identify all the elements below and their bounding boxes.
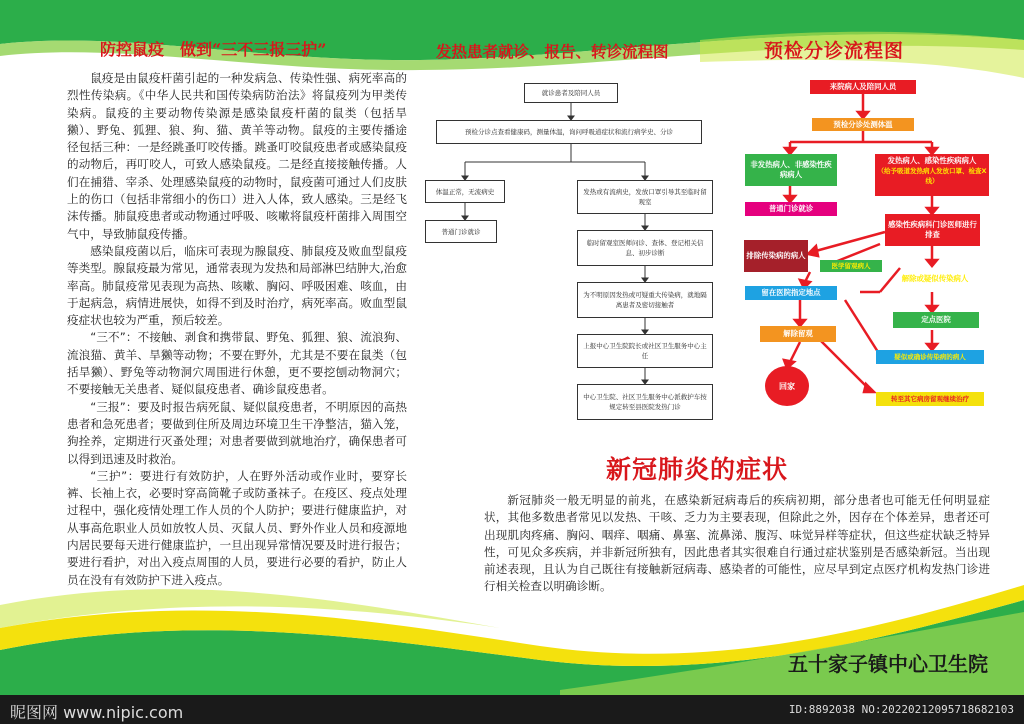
fever-flow-step-report: 上报中心卫生院院长或社区卫生服务中心主任 <box>577 334 713 368</box>
triage-step-suspected: 解除或疑似传染病人 <box>901 274 969 283</box>
triage-step-general-clinic: 普通门诊就诊 <box>745 202 837 216</box>
fever-flow-step-normal-temp: 体温正常，无流病史 <box>425 180 505 203</box>
plague-paragraph-three-no: “三不”：不接触、剥食和携带鼠、野兔、狐狸、狼、流浪狗、流浪猫、黄羊、旱獭等动物；不要在野外，尤其是不要在鼠类（包括旱獭）、野兔等动物洞穴周围进行休憩，更不要挖刨动物洞穴；不要接触无关患者、疑似鼠疫患者、确诊鼠疫患者。 <box>67 330 407 397</box>
triage-step-designated-hospital: 定点医院 <box>893 312 979 328</box>
plague-paragraph-three-protect: “三护”：要进行有效防护，人在野外活动或作业时，要穿长裤、长袖上衣，必要时穿高筒靴子或防蚤袜子。在疫区、疫点处理过程中，强化疫情处理工作人员的个人防护；要进行健康监护，对从事高危职业人员如放牧人员、灭鼠人员、野外作业人员和疫源地内居民要每天进行健康监护，一旦出现异常情况要及时进行报告；要进行看护，对出入疫点周围的人员，要进行必要的看护，防止人员在没有有效防护下进入疫点。 <box>67 468 407 587</box>
triage-step-observation: 医学留观病人 <box>820 260 882 272</box>
triage-step-non-fever: 非发热病人、非感染性疾病病人 <box>745 154 837 186</box>
fever-flow-title: 发热患者就诊、报告、转诊流程图 <box>436 42 669 61</box>
fever-flow-step-triage: 预检分诊点查看健康码，测量体温，询问呼吸道症状和流行病学史、分诊 <box>436 120 702 144</box>
triage-step-release: 解除留观 <box>760 326 836 342</box>
hospital-signature: 五十家子镇中心卫生院 <box>788 652 988 676</box>
triage-step-arrival: 来院病人及陪同人员 <box>810 80 916 94</box>
triage-step-confirmed: 疑似或确诊传染病的病人 <box>876 350 984 364</box>
image-id-text: ID:8892038 NO:20220212095718682103 <box>788 703 1014 716</box>
fever-flow-step-general-clinic: 普通门诊就诊 <box>425 220 497 243</box>
triage-step-excluded: 排除传染病的病人 <box>744 240 808 272</box>
triage-flow-title: 预检分诊流程图 <box>764 40 905 62</box>
triage-step-temperature: 预检分诊处测体温 <box>812 118 914 131</box>
watermark-bar <box>0 695 1024 724</box>
triage-step-designated-place: 留在医院指定地点 <box>745 286 837 300</box>
covid-title: 新冠肺炎的症状 <box>606 455 789 484</box>
plague-paragraph-intro: 鼠疫是由鼠疫杆菌引起的一种发病急、传染性强、病死率高的烈性传染病。《中华人民共和国传染病防治法》将鼠疫列为甲类传染病。鼠疫的主要动物传染源是感染鼠疫杆菌的鼠类（包括旱獭）、野兔、狐狸、狼、狗、猫、黄羊等动物。鼠疫的主要传播途径包括三种：一是经跳蚤叮咬传播。跳蚤叮咬鼠疫患者或感染鼠疫的动物后，再叮咬人，可致人感染鼠疫。二是经直接接触传播。人们在捕猎、宰杀、处理感染鼠疫的动物时，鼠疫菌可通过人们皮肤上的伤口（包括非常细小的伤口）进入人体，致人感染。三是经飞沫传播。肺鼠疫患者或动物通过呼吸、咳嗽将鼠疫杆菌排入周围空气中，导致肺鼠疫传播。 <box>67 71 407 241</box>
triage-step-go-home: 回家 <box>765 366 809 406</box>
triage-fever-note: （给予吸道发热病人发放口罩、检查X线） <box>877 167 987 185</box>
fever-flow-step-arrival: 就诊患者及陪同人员 <box>524 83 618 103</box>
fever-flow-step-transfer: 中心卫生院、社区卫生服务中心派救护车按规定转至县医院发热门诊 <box>577 384 713 420</box>
fever-flow-step-fever: 发热或有流病史，发放口罩引导其至临时留观室 <box>577 180 713 214</box>
covid-article <box>484 492 990 596</box>
triage-fever-label: 发热病人、感染性疾病病人 <box>887 156 977 165</box>
plague-title: 防控鼠疫 做到“三不三报三护” <box>100 40 327 59</box>
plague-paragraph-three-report: “三报”：要及时报告病死鼠、疑似鼠疫患者，不明原因的高热患者和急死患者；要做到住所及周边环境卫生干净整洁，猫入笼，狗拴养，定期进行灭蚤处理；对患者要做到就地治疗，确保患者可以得到迅速及时救治。 <box>67 399 407 466</box>
triage-step-infectious-clinic: 感染性疾病科门诊医师进行排查 <box>885 214 980 246</box>
fever-flow-step-observation: 临时留观室医师问诊、查体、登记相关信息、初步诊断 <box>577 230 713 266</box>
triage-step-transfer-ward: 转至其它病房留观继续治疗 <box>876 392 984 406</box>
plague-paragraph-types: 感染鼠疫菌以后，临床可表现为腺鼠疫、肺鼠疫及败血型鼠疫等类型。腺鼠疫最为常见，通常表现为发热和局部淋巴结肿大,治愈率高。肺鼠疫常见表现为高热、咳嗽、胸闷、呼吸困难、咳血，由于起病急，病情进展快，如得不到及时治疗，病死率高。败血型鼠疫症状也较为严重，预后较差。 <box>67 243 407 328</box>
fever-flow-step-isolation: 为不明原因发热或可疑重大传染病，就地隔离患者及密切接触者 <box>577 282 713 318</box>
triage-step-fever <box>875 154 989 196</box>
watermark-text: 昵图网 www.nipic.com <box>10 703 184 722</box>
covid-paragraph: 新冠肺炎一般无明显的前兆，在感染新冠病毒后的疾病初期，部分患者也可能无任何明显症状，其他多数患者常见以发热、干咳、乏力为主要表现，但除此之外，因存在个体差异，患者还可出现肌肉疼痛、胸闷、咽痒、咽痛、鼻塞、流鼻涕、腹泻、味觉异样等症状，但这些症状缺乏特异性，可见众多疾病，并非新冠所独有，因此患者其实很难自行通过症状鉴别是否感染新冠。当出现前述表现，且认为自己既往有接触新冠病毒、感染者的可能性，应尽早到定点医疗机构发热门诊进行相关检查以明确诊断。 <box>484 493 990 594</box>
